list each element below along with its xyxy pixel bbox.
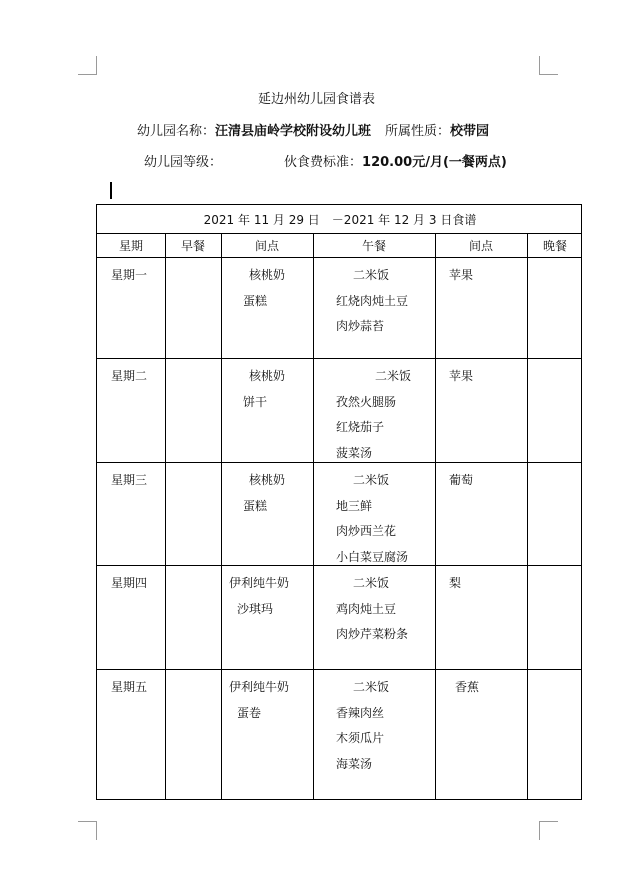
nature-value: 校带园 [450,124,490,139]
document-title: 延边州幼儿园食谱表 [257,92,375,107]
lunch-item: 小白菜豆腐汤 [336,549,409,564]
lunch-item: 香辣肉丝 [336,705,385,720]
table-column-rule [313,233,314,799]
text-cursor[interactable] [110,182,112,199]
snack-1-item: 核桃奶 [249,369,286,383]
crop-mark-top-right [539,56,558,75]
snack-1-item: 伊利纯牛奶 [229,576,290,590]
snack-1-item: 核桃奶 [249,473,286,487]
table-rule [97,358,581,359]
table-column-rule [165,233,166,799]
table-rule [97,462,581,463]
snack-1-item: 蛋糕 [243,498,268,513]
table-column-rule [221,233,222,799]
lunch-item: 鸡肉炖土豆 [336,601,397,616]
kindergarten-info-line [137,120,489,139]
table-rule [97,233,581,234]
table-rule [97,565,581,566]
table-column-rule [527,233,528,799]
header-lunch: 午餐 [361,239,386,253]
lunch-item: 肉炒西兰花 [336,524,397,538]
fee-label: 伙食费标准： [284,155,363,170]
row-day: 星期一 [111,268,148,282]
lunch-item: 二米饭 [353,268,390,282]
kindergarten-name-label: 幼儿园名称： [137,124,216,139]
lunch-item: 红烧肉炖土豆 [336,293,409,308]
crop-mark-bottom-right [539,821,558,840]
lunch-item: 二米饭 [353,473,390,487]
snack-2-item: 苹果 [449,369,474,383]
nature-label: 所属性质： [385,124,451,139]
table-rule [97,257,581,258]
snack-1-item: 伊利纯牛奶 [229,680,290,694]
table-column-rule [435,233,436,799]
lunch-item: 海菜汤 [336,756,373,771]
menu-period: 2021 年 11 月 29 日 －2021 年 12 月 3 日食谱 [203,213,477,227]
lunch-item: 二米饭 [375,369,412,383]
row-day: 星期二 [111,369,148,383]
lunch-item: 木须瓜片 [336,731,385,745]
snack-1-item: 核桃奶 [249,268,286,282]
lunch-item: 二米饭 [353,576,390,590]
snack-1-item: 蛋糕 [243,293,268,308]
lunch-item: 二米饭 [353,680,390,694]
grade-fee-line [144,151,507,170]
header-snack-2: 间点 [468,239,493,253]
snack-1-item: 蛋卷 [237,705,262,720]
snack-2-item: 苹果 [449,268,474,282]
snack-2-item: 葡萄 [449,473,474,487]
fee-value: 120.00元/月(一餐两点) [362,155,507,170]
crop-mark-top-left [78,56,97,75]
snack-2-item: 香蕉 [455,680,480,694]
snack-1-item: 沙琪玛 [237,601,274,616]
table-rule [97,669,581,670]
menu-table [96,204,582,800]
header-day: 星期 [118,239,143,253]
row-day: 星期五 [111,680,148,694]
header-snack-1: 间点 [254,239,279,253]
grade-label: 幼儿园等级： [144,155,223,170]
kindergarten-name: 汪清县庙岭学校附设幼儿班 [215,124,372,139]
snack-1-item: 饼干 [243,394,268,409]
lunch-item: 孜然火腿肠 [336,394,397,409]
header-dinner: 晚餐 [542,239,567,253]
lunch-item: 肉炒芹菜粉条 [336,627,409,641]
row-day: 星期三 [111,473,148,487]
crop-mark-bottom-left [78,821,97,840]
row-day: 星期四 [111,576,148,590]
lunch-item: 菠菜汤 [336,445,373,460]
header-breakfast: 早餐 [180,239,205,253]
lunch-item: 红烧茄子 [336,420,385,434]
snack-2-item: 梨 [449,576,462,590]
lunch-item: 地三鲜 [336,498,373,513]
lunch-item: 肉炒蒜苔 [336,319,385,333]
